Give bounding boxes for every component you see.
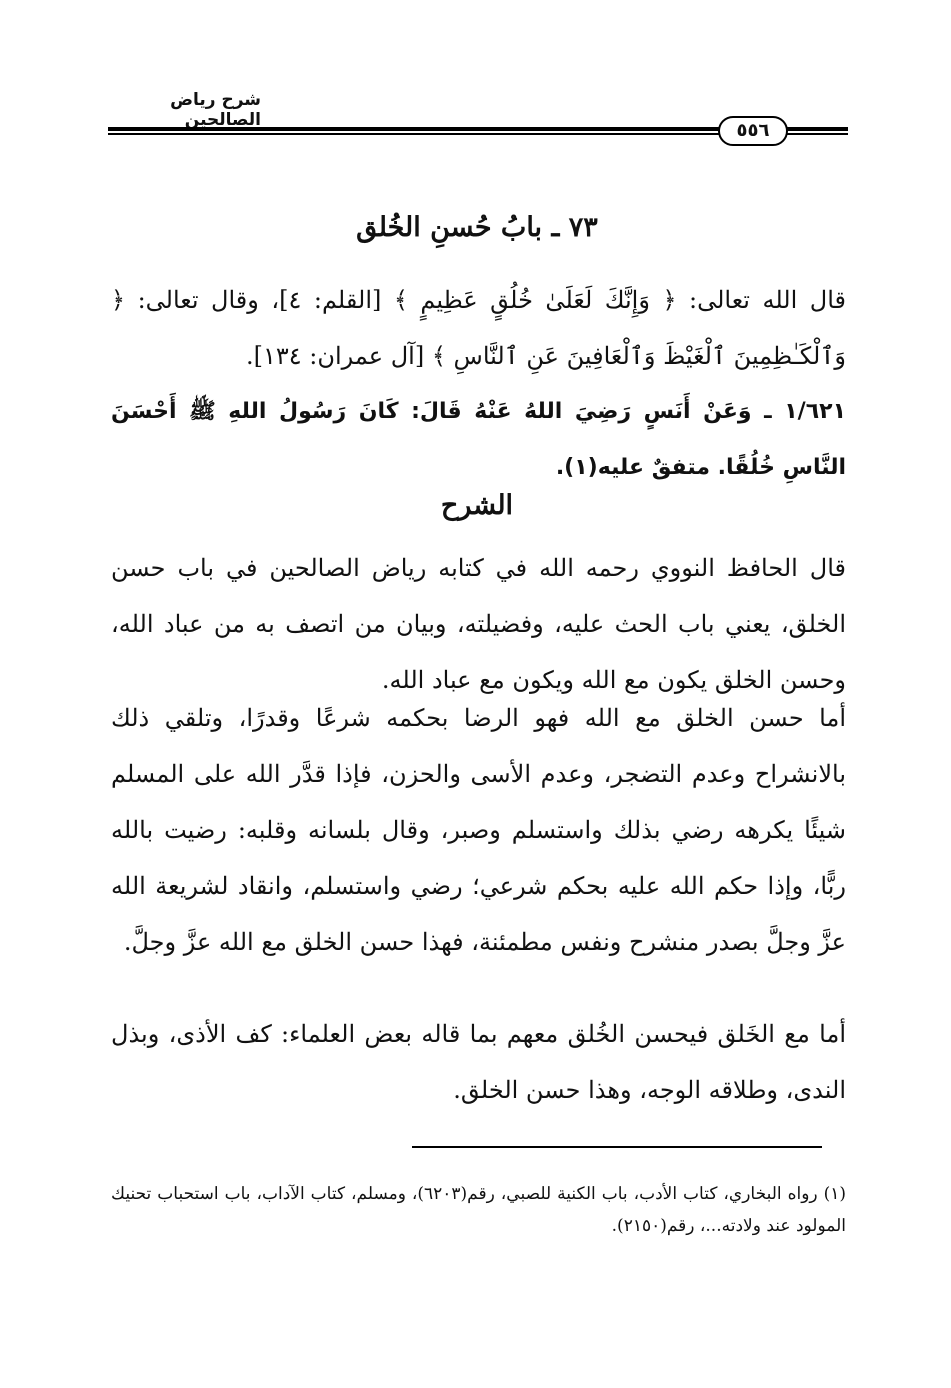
- page-number: ٥٥٦: [718, 116, 788, 146]
- footnote: (١) رواه البخاري، كتاب الأدب، باب الكنية للصبي، رقم(٦٢٠٣)، ومسلم، كتاب الآداب، باب استحباب تحنيك المولود عند ولادته...، رقم(٢١٥٠).: [111, 1184, 846, 1236]
- sharh-paragraph-3: أما مع الخَلق فيحسن الخُلق معهم بما قاله بعض العلماء: كف الأذى، وبذل الندى، وطلاقه الوجه، وهذا حسن الخلق.: [111, 1020, 846, 1104]
- hadith-text: ١/٦٢١ ـ وَعَنْ أَنَسٍ رَضِيَ اللهُ عَنْهُ قَالَ: كَانَ رَسُولُ اللهِ ﷺ أَحْسَنَ النَّاسِ خُلُقًا. متفقٌ عليه(١).: [111, 399, 846, 480]
- chapter-title: ٧٣ ـ بابُ حُسنِ الخُلق: [356, 212, 598, 243]
- running-title: شرح رياض الصالحين: [170, 90, 261, 130]
- quran-verses: قال الله تعالى: ﴿ وَإِنَّكَ لَعَلَىٰ خُلُقٍ عَظِيمٍ ﴾ [القلم: ٤]، وقال تعالى: ﴿ وَٱلْكَـٰظِمِينَ ٱلْغَيْظَ وَٱلْعَافِينَ عَنِ ٱلنَّاسِ ﴾ [آل عمران: ١٣٤].: [111, 286, 846, 370]
- sharh-heading: الشرح: [440, 490, 514, 521]
- sharh-paragraph-1: قال الحافظ النووي رحمه الله في كتابه رياض الصالحين في باب حسن الخلق، يعني باب الحث عليه، وفضيلته، وبيان من اتصف به من عباد الله، وحسن الخلق يكون مع الله ويكون مع عباد الله.: [111, 554, 846, 694]
- header-rule-left: [108, 127, 720, 135]
- sharh-paragraph-2: أما حسن الخلق مع الله فهو الرضا بحكمه شرعًا وقدرًا، وتلقي ذلك بالانشراح وعدم التضجر، وعدم الأسى والحزن، فإذا قدَّر الله على المسلم شيئًا يكرهه رضي بذلك واستسلم وصبر، وقال بلسانه وقلبه: رضيت بالله ربًّا، وإذا حكم الله عليه بحكم شرعي؛ رضي واستسلم، وانقاد لشريعة الله عزَّ وجلَّ بصدر منشرح ونفس مطمئنة، فهذا حسن الخلق مع الله عزَّ وجلَّ.: [111, 704, 846, 956]
- header-rule-right: [786, 127, 848, 135]
- footnote-separator: [412, 1146, 822, 1148]
